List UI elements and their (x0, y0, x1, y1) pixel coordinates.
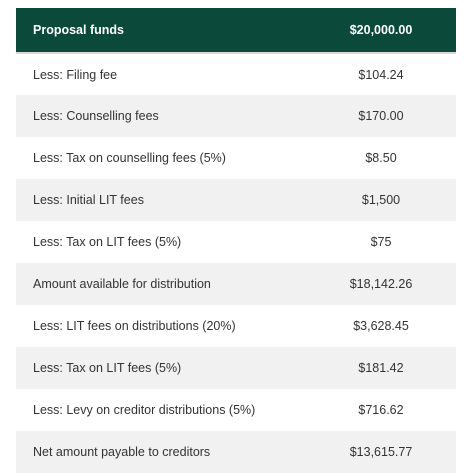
row-amount: $170.00 (358, 109, 404, 123)
proposal-funds-table (16, 8, 456, 473)
row-label: Less: Counselling fees (33, 109, 159, 123)
row-amount: $3,628.45 (353, 319, 409, 333)
table-row (16, 137, 456, 179)
table-row (16, 179, 456, 221)
row-amount: $18,142.26 (349, 277, 413, 291)
row-amount: $75 (370, 235, 392, 249)
table-row (16, 221, 456, 263)
row-amount: $13,615.77 (349, 445, 413, 459)
row-amount: $8.50 (365, 151, 397, 165)
row-label: Amount available for distribution (33, 277, 211, 291)
row-label: Less: Tax on LIT fees (5%) (33, 235, 182, 249)
table-header (16, 8, 456, 52)
table-row (16, 431, 456, 473)
header-amount: $20,000.00 (349, 23, 413, 37)
row-label: Net amount payable to creditors (33, 445, 211, 459)
row-amount: $716.62 (358, 403, 404, 417)
table-row (16, 95, 456, 137)
row-label: Less: LIT fees on distributions (20%) (33, 319, 236, 333)
row-amount: $104.24 (358, 67, 404, 82)
row-label: Less: Initial LIT fees (33, 193, 144, 207)
row-label: Less: Tax on LIT fees (5%) (33, 361, 182, 375)
row-label: Less: Tax on counselling fees (5%) (33, 151, 226, 165)
row-amount: $1,500 (361, 193, 401, 207)
row-label: Less: Levy on creditor distributions (5%) (33, 403, 256, 417)
table-row (16, 347, 456, 389)
row-amount: $181.42 (358, 361, 404, 375)
table-row (16, 389, 456, 431)
table-row (16, 305, 456, 347)
header-label: Proposal funds (33, 23, 124, 37)
table-row (16, 263, 456, 305)
table-row (16, 54, 456, 95)
row-label: Less: Filing fee (33, 67, 118, 82)
